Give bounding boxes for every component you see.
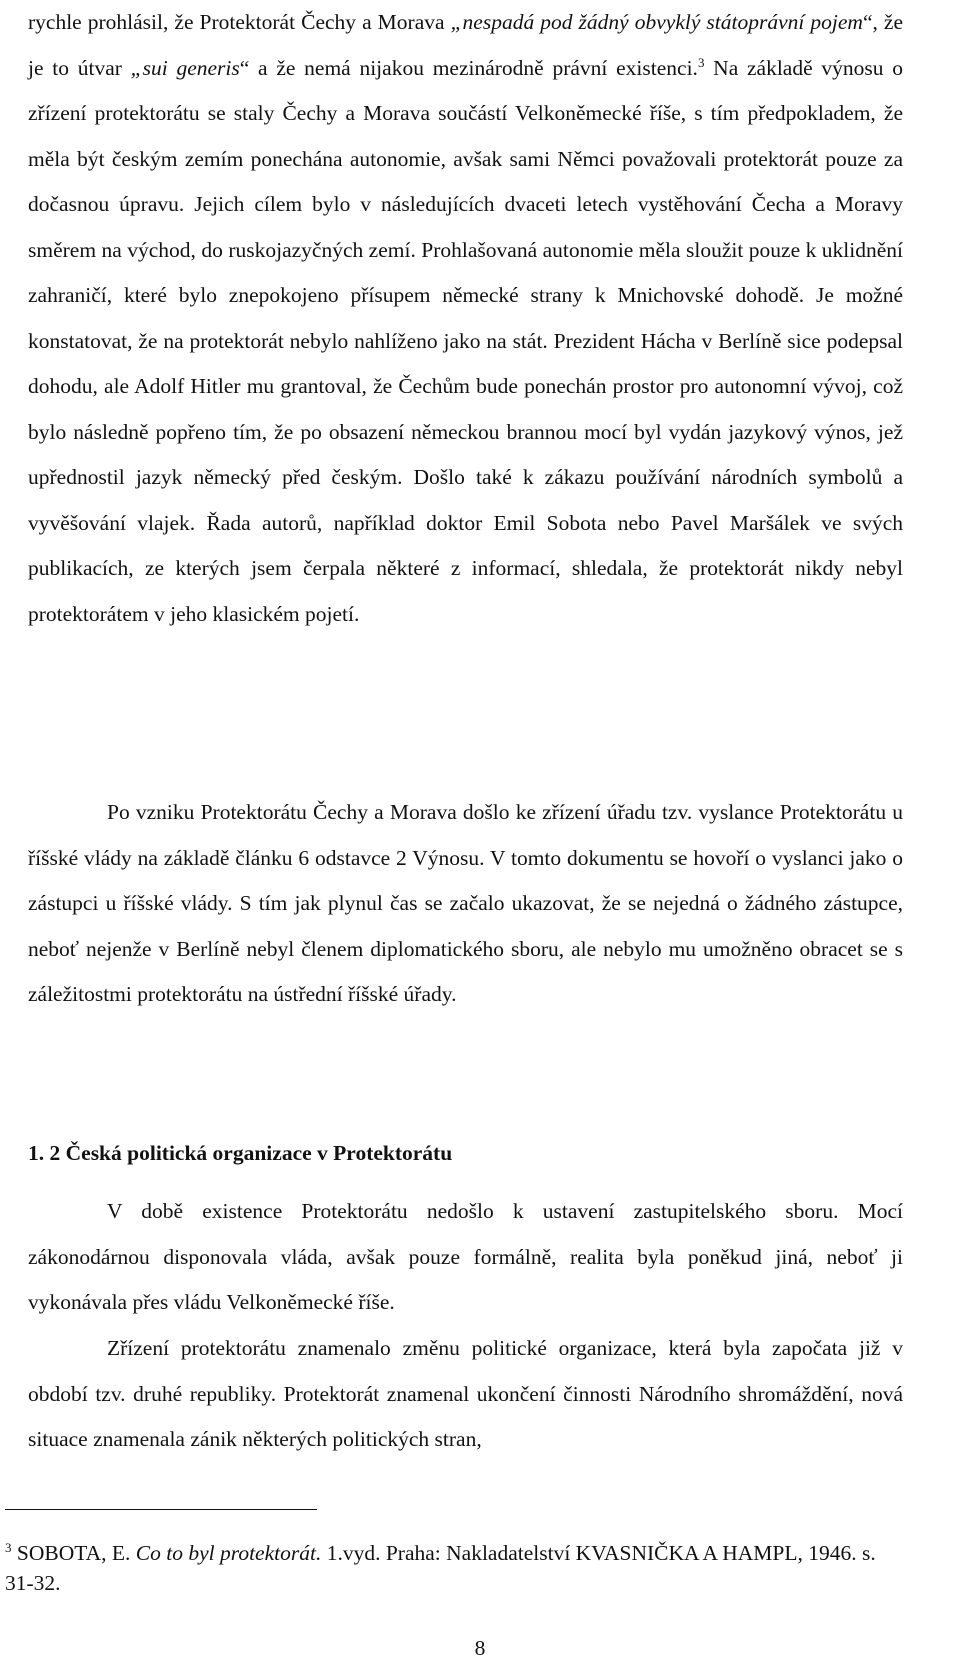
body-paragraph-1: [28, 0, 903, 637]
body-paragraph-4: Zřízení protektorátu znamenalo změnu politické organizace, která byla započata již v období tzv. druhé republiky. Protektorát znamenal ukončení činnosti Národního shromáždění, nová situace znamenala zánik některých politických stran,: [28, 1336, 903, 1451]
footnote-title: Co to byl protektorát.: [135, 1541, 322, 1565]
footnote-reference[interactable]: 3: [697, 54, 705, 70]
footnote: [5, 1538, 905, 1598]
footnote-author: SOBOTA, E.: [11, 1541, 136, 1565]
body-paragraph-3: V době existence Protektorátu nedošlo k ustavení zastupitelského sboru. Mocí zákonodárnou disponovala vláda, avšak pouze formálně, realita byla poněkud jiná, neboť ji vykonávala přes vládu Velkoněmecké říše.: [28, 1199, 903, 1314]
footnote-separator: [5, 1509, 317, 1510]
quote-italic-2: „sui generis: [130, 55, 240, 80]
page-number: 8: [474, 1636, 486, 1660]
paragraph-1-text-c: “ a že nemá nijakou mezinárodně právní existenci.: [239, 55, 698, 80]
section-heading: 1. 2 Česká politická organizace v Protektorátu: [28, 1141, 453, 1165]
body-paragraph-2: Po vzniku Protektorátu Čechy a Morava došlo ke zřízení úřadu tzv. vyslance Protektorátu u říšské vlády na základě článku 6 odstavce 2 Výnosu. V tomto dokumentu se hovoří o vyslanci jako o zástupci u říšské vlády. S tím jak plynul čas se začalo ukazovat, že se nejedná o žádného zástupce, neboť nejenže v Berlíně nebyl členem diplomatického sboru, ale nebylo mu umožněno obracet se s záležitostmi protektorátu na ústřední říšské úřady.: [28, 800, 903, 1006]
paragraph-1-text-d: Na základě výnosu o zřízení protektorátu se staly Čechy a Morava součástí Velkoněmecké říše, s tím předpokladem, že měla být českým zemím ponechána autonomie, avšak sami Němci považovali protektorát pouze za dočasnou úpravu. Jejich cílem bylo v následujících dvaceti letech vystěhování Čecha a Moravy směrem na východ, do ruskojazyčných zemí. Prohlašovaná autonomie měla sloužit pouze k uklidnění zahraničí, které bylo znepokojeno přísupem německé strany k Mnichovské dohodě. Je možné konstatovat, že na protektorát nebylo nahlíženo jako na stát. Prezident Hácha v Berlíně sice podepsal dohodu, ale Adolf Hitler mu grantoval, že Čechům bude ponechán prostor pro autonomní vývoj, což bylo následně popřeno tím, že po obsazení německou brannou mocí byl vydán jazykový výnos, jež upřednostil jazyk německý před českým. Došlo také k zákazu používání národních symbolů a vyvěšování vlajek. Řada autorů, například doktor Emil Sobota nebo Pavel Maršálek ve svých publikacích, ze kterých jsem čerpala některé z informací, shledala, že protektorát nikdy nebyl protektorátem v jeho klasickém pojetí.: [28, 55, 903, 626]
paragraph-1-text-a: rychle prohlásil, že Protektorát Čechy a Morava: [28, 10, 451, 34]
footnote-publication: 1.vyd. Praha: Nakladatelství KVASNIČKA A HAMPL, 1946. s. 31-32.: [5, 1541, 876, 1595]
quote-italic-1: „nespadá pod žádný obvyklý státoprávní pojem: [450, 10, 863, 34]
footnote-number: 3: [5, 1539, 12, 1555]
paragraph-1-text-b: “, že je to útvar: [28, 10, 903, 80]
